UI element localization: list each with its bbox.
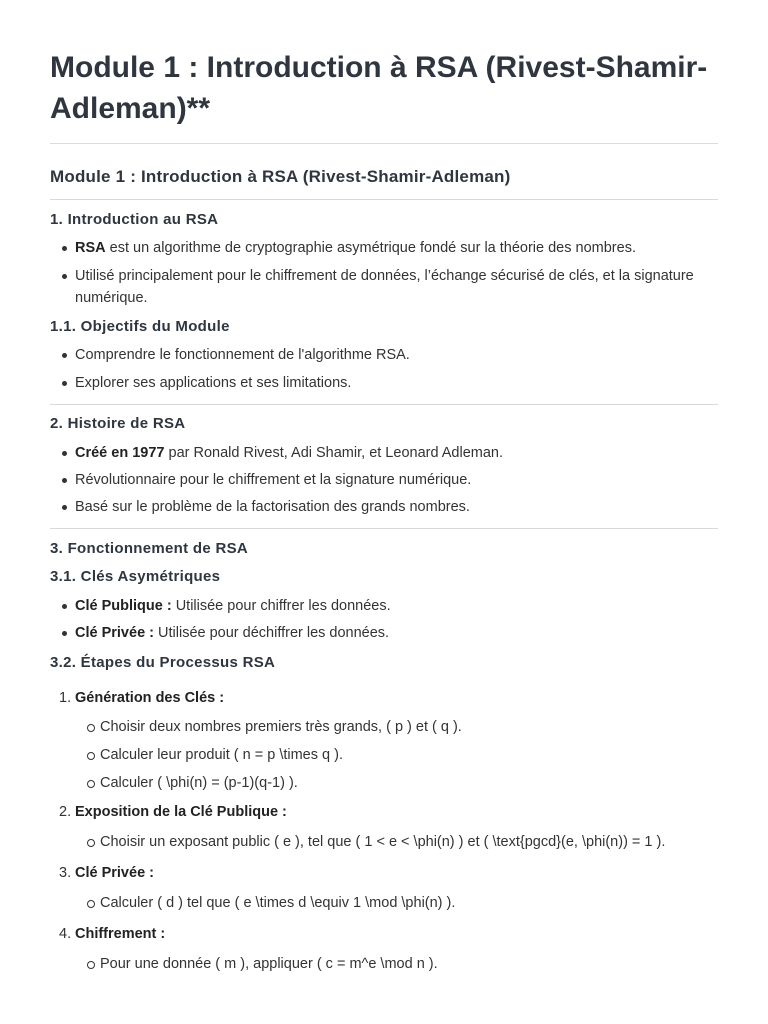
section-heading-etapes: 3.2. Étapes du Processus RSA [50,654,276,671]
step-label: Exposition de la Clé Publique : [75,804,287,820]
step-label: Chiffrement : [75,926,166,942]
sub-list [50,831,718,853]
list-item [75,496,718,518]
list-item [75,265,718,309]
list-item-text: par Ronald Rivest, Adi Shamir, et Leonard Adleman. [164,445,504,461]
sub-list [50,716,718,794]
bold-term: Clé Publique : [75,598,172,614]
list-item-text: Révolutionnaire pour le chiffrement et la signature numérique. [75,472,472,488]
list-item-text: est un algorithme de cryptographie asymétrique fondé sur la théorie des nombres. [105,240,636,256]
sub-list-item: Calculer ( d ) tel que ( e \times d \equiv 1 \mod \phi(n) ). [100,892,718,914]
list-item-text: Utilisée pour déchiffrer les données. [154,625,390,641]
step-item [59,687,718,794]
intro-list [50,237,718,309]
sub-list-item: Pour une donnée ( m ), appliquer ( c = m^e \mod n ). [100,953,718,975]
objectives-list [50,344,718,394]
section-heading-fonctionnement: 3. Fonctionnement de RSA [50,540,249,557]
list-item-text: Utilisé principalement pour le chiffrement de données, l’échange sécurisé de clés, et la signature numérique. [75,268,694,306]
list-item [75,372,718,394]
bold-term: Créé en 1977 [75,445,165,461]
list-item-text: Basé sur le problème de la factorisation des grands nombres. [75,499,470,515]
steps-list [50,687,718,975]
list-item [75,469,718,491]
sub-list-item: Calculer leur produit ( n = p \times q ). [100,744,718,766]
sub-list-item: Choisir deux nombres premiers très grands, ( p ) et ( q ). [100,716,718,738]
section-heading-introduction: 1. Introduction au RSA [50,211,219,228]
section-heading-cles: 3.1. Clés Asymétriques [50,568,221,585]
sub-list-item: Choisir un exposant public ( e ), tel que ( 1 < e < \phi(n) ) et ( \text{pgcd}(e, \phi(n)) = 1 ). [100,831,718,853]
sub-list [50,953,718,975]
step-item [59,801,718,853]
keys-list [50,595,718,644]
step-number: 3. [59,865,72,881]
list-item [75,622,718,644]
step-number: 4. [59,926,72,942]
list-item [75,442,718,464]
list-item [75,344,718,366]
list-item [75,237,718,259]
sub-list [50,892,718,914]
history-list [50,442,718,518]
list-item [75,595,718,617]
step-number: 2. [59,804,72,820]
step-item [59,862,718,914]
section-heading-objectifs: 1.1. Objectifs du Module [50,318,230,335]
step-item [59,923,718,975]
section-divider [50,404,718,405]
list-item-text: Comprendre le fonctionnement de l'algorithme RSA. [75,347,410,363]
step-label: Clé Privée : [75,865,154,881]
section-heading-histoire: 2. Histoire de RSA [50,415,186,432]
page-title: Module 1 : Introduction à RSA (Rivest-Shamir-Adleman)** [50,47,718,144]
step-number: 1. [59,690,72,706]
module-heading: Module 1 : Introduction à RSA (Rivest-Shamir-Adleman) [50,166,718,200]
step-label: Génération des Clés : [75,690,225,706]
bold-term: Clé Privée : [75,625,154,641]
list-item-text: Explorer ses applications et ses limitations. [75,375,352,391]
sub-list-item: Calculer ( \phi(n) = (p-1)(q-1) ). [100,772,718,794]
section-divider [50,528,718,529]
list-item-text: Utilisée pour chiffrer les données. [171,598,391,614]
bold-term: RSA [75,240,106,256]
